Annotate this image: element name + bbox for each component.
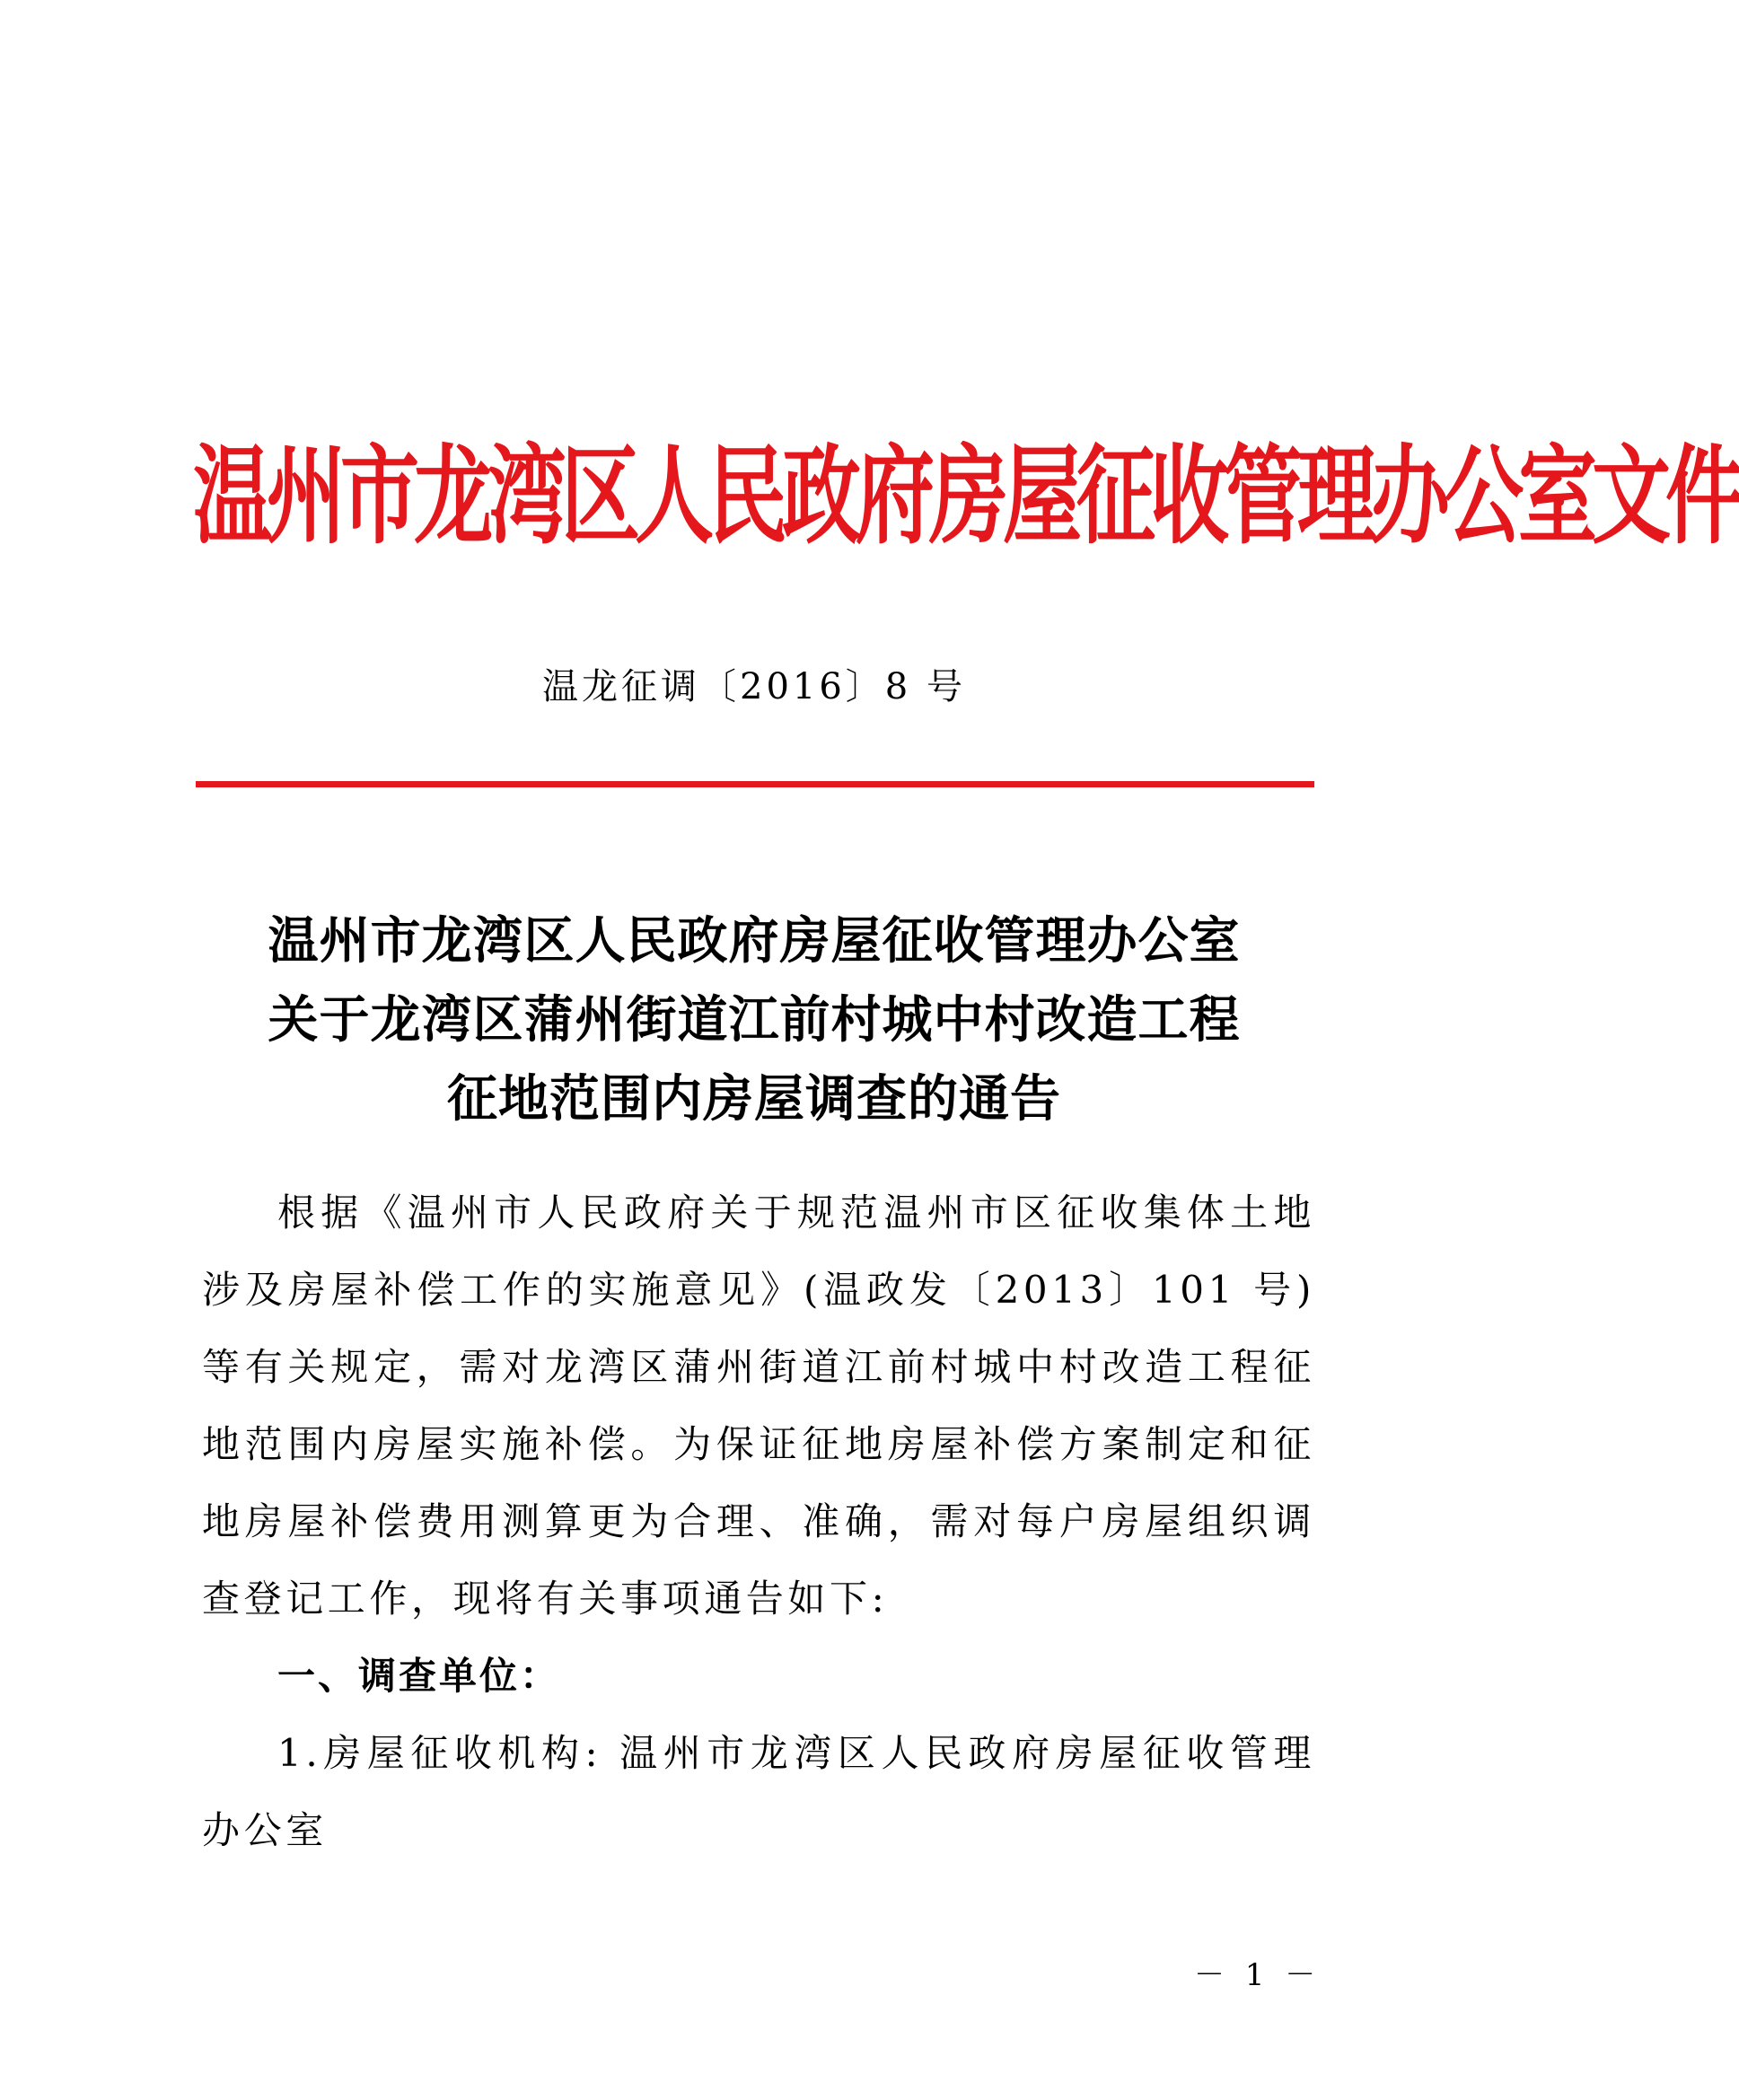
notice-body — [202, 1174, 1315, 1869]
notice-title-line: 关于龙湾区蒲州街道江前村城中村改造工程 — [268, 991, 1241, 1050]
issuer-header-title: 温州市龙湾区人民政府房屋征收管理办公室文件 — [193, 432, 1739, 559]
notice-title-line: 温州市龙湾区人民政府房屋征收管理办公室 — [268, 912, 1241, 971]
page-number: － 1 － — [1194, 1957, 1322, 1993]
red-divider-line — [196, 781, 1314, 787]
document-number: 温龙征调〔2016〕8 号 — [542, 666, 966, 707]
survey-unit-item: 1.房屋征收机构: 温州市龙湾区人民政府房屋征收管理办公室 — [202, 1731, 1315, 1852]
notice-title — [193, 902, 1315, 1139]
notice-title-line: 征地范围内房屋调查的通告 — [447, 1070, 1061, 1129]
section-heading-survey-units: 一、调查单位： — [277, 1654, 561, 1698]
intro-paragraph: 根据《温州市人民政府关于规范温州市区征收集体土地涉及房屋补偿工作的实施意见》(温政发〔2013〕101 号)等有关规定，需对龙湾区蒲州街道江前村城中村改造工程征地范围内房屋实施补偿。为保证征地房屋补偿方案制定和征地房屋补偿费用测算更为合理、准确，需对每户房屋组织调查登记工作，现将有关事项通告如下: — [202, 1191, 1315, 1621]
